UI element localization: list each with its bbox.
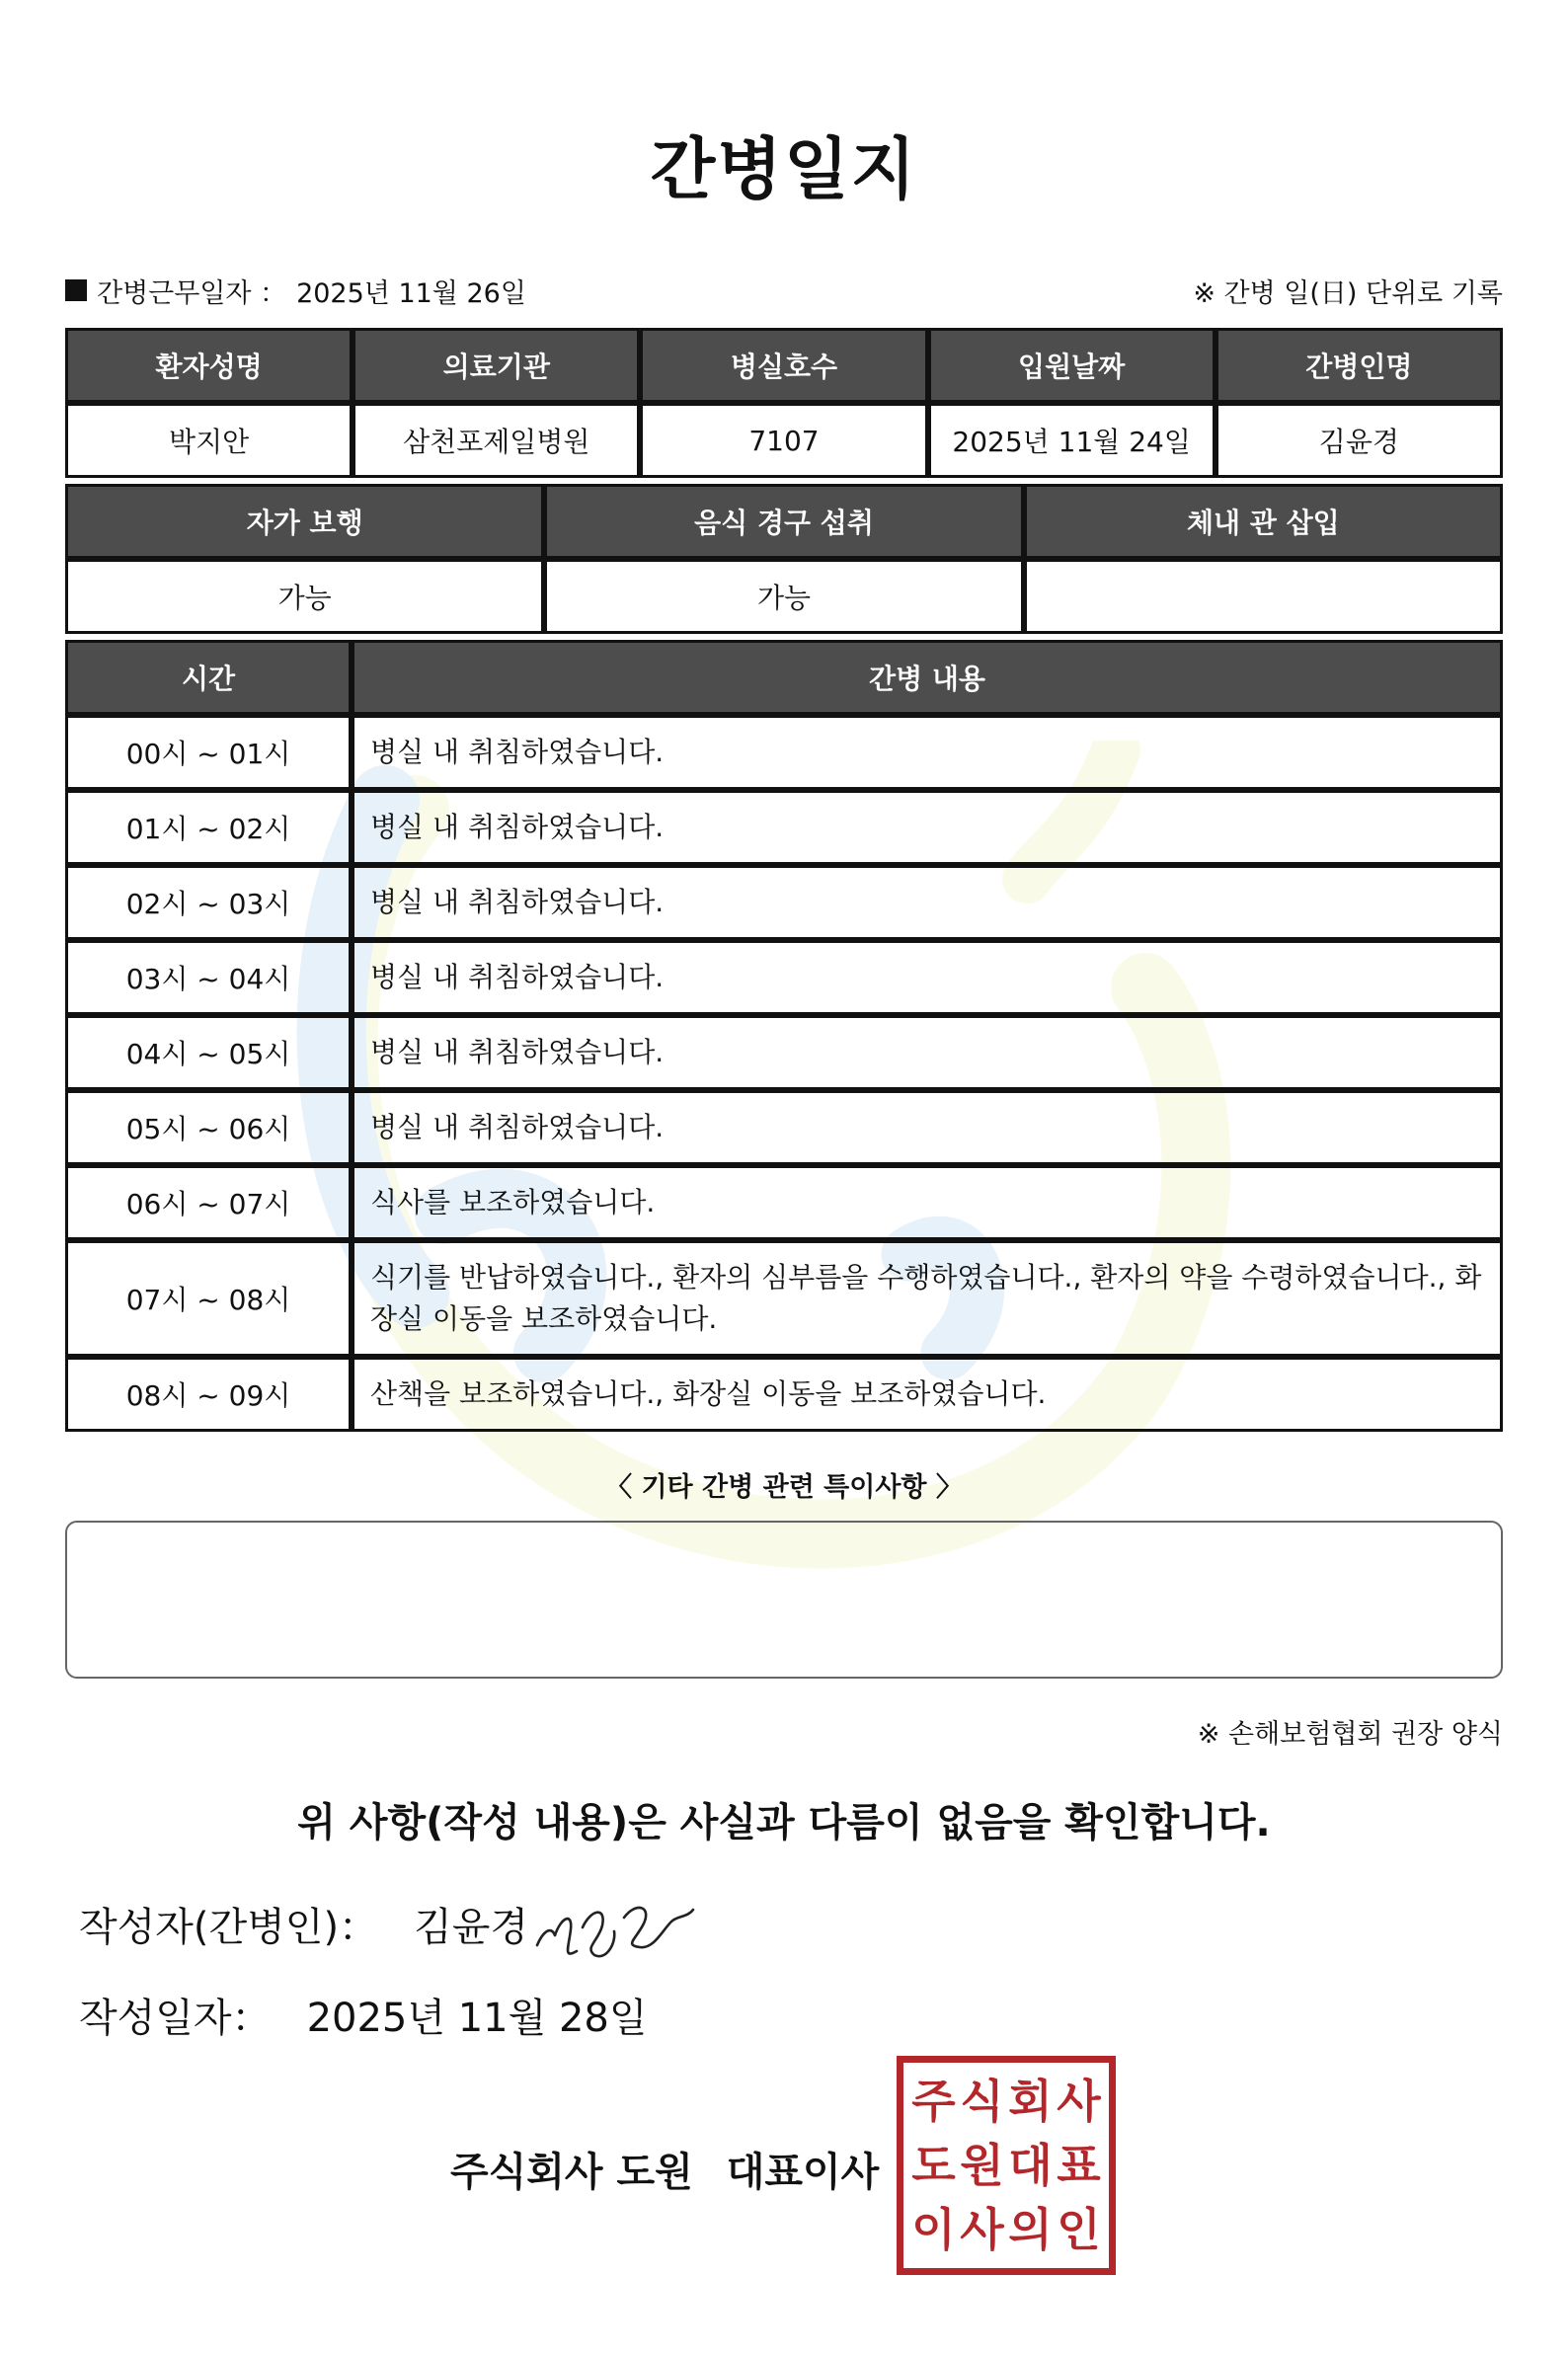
seal-character: 표 xyxy=(1057,2138,1101,2192)
document-title: 간병일지 xyxy=(650,131,918,209)
date-label: 작성일자： xyxy=(79,1996,272,2041)
patient-status-table xyxy=(65,484,1503,634)
header-caregiver-name: 간병인명 xyxy=(1215,328,1503,403)
table-row xyxy=(65,715,1503,790)
header-patient-name: 환자성명 xyxy=(65,328,353,403)
patient-info-table xyxy=(65,328,1503,478)
log-content: 병실 내 취침하였습니다. xyxy=(352,940,1503,1015)
seal-character: 원 xyxy=(960,2138,1004,2192)
square-bullet-icon xyxy=(65,279,87,301)
tube-insertion-value xyxy=(1024,559,1503,634)
log-content: 식사를 보조하였습니다. xyxy=(352,1165,1503,1240)
self-walking-value: 가능 xyxy=(65,559,544,634)
log-time: 00시 ~ 01시 xyxy=(65,715,352,790)
seal-character: 사 xyxy=(1057,2074,1101,2128)
recommendation-note: ※ 손해보험협회 권장 양식 xyxy=(1197,1719,1503,1750)
patient-name: 박지안 xyxy=(65,403,353,478)
log-content: 병실 내 취침하였습니다. xyxy=(352,1090,1503,1165)
log-content: 병실 내 취침하였습니다. xyxy=(352,1015,1503,1090)
room-number: 7107 xyxy=(640,403,927,478)
seal-character: 대 xyxy=(1008,2138,1053,2192)
work-date-value: 2025년 11월 26일 xyxy=(296,277,526,309)
table-header-row xyxy=(65,484,1503,559)
oral-intake-value: 가능 xyxy=(544,559,1023,634)
table-row xyxy=(65,790,1503,865)
work-date-label: 간병근무일자 ： xyxy=(97,277,287,309)
company-name: 주식회사 도원 xyxy=(450,2150,693,2195)
seal-character: 식 xyxy=(960,2074,1004,2128)
header-hospital: 의료기관 xyxy=(353,328,640,403)
writer-label: 작성자(간병인)： xyxy=(79,1905,379,1950)
notes-title: 〈 기타 간병 관련 특이사항 〉 xyxy=(605,1472,963,1503)
seal-character: 도 xyxy=(911,2138,956,2192)
writer-name: 김윤경 xyxy=(414,1905,528,1950)
date-row xyxy=(79,1987,648,2043)
company-role: 대표이사 xyxy=(726,2150,880,2195)
header-care-content: 간병 내용 xyxy=(352,640,1503,715)
care-log-table xyxy=(65,640,1503,1432)
table-row xyxy=(65,865,1503,940)
confirmation-statement: 위 사항(작성 내용)은 사실과 다름이 없음을 확인합니다. xyxy=(297,1800,1271,1845)
header-time: 시간 xyxy=(65,640,352,715)
seal-character: 회 xyxy=(1008,2074,1053,2128)
meta-row xyxy=(65,271,1503,310)
table-row xyxy=(65,1240,1503,1357)
header-tube-insertion: 체내 관 삽입 xyxy=(1024,484,1503,559)
table-header-row xyxy=(65,328,1503,403)
log-time: 05시 ~ 06시 xyxy=(65,1090,352,1165)
table-row xyxy=(65,403,1503,478)
log-time: 01시 ~ 02시 xyxy=(65,790,352,865)
seal-character: 주 xyxy=(911,2074,956,2128)
table-row xyxy=(65,1015,1503,1090)
log-time: 06시 ~ 07시 xyxy=(65,1165,352,1240)
header-room-number: 병실호수 xyxy=(640,328,927,403)
log-content: 병실 내 취침하였습니다. xyxy=(352,715,1503,790)
log-time: 08시 ~ 09시 xyxy=(65,1357,352,1432)
company-seal xyxy=(897,2056,1116,2275)
table-row xyxy=(65,1357,1503,1432)
header-admission-date: 입원날짜 xyxy=(928,328,1215,403)
seal-character: 인 xyxy=(1057,2203,1101,2257)
handwritten-signature xyxy=(533,1888,701,1967)
log-content: 식기를 반납하였습니다., 환자의 심부름을 수행하였습니다., 환자의 약을 수령하였습니다., 화장실 이동을 보조하였습니다. xyxy=(352,1240,1503,1357)
header-self-walking: 자가 보행 xyxy=(65,484,544,559)
log-time: 03시 ~ 04시 xyxy=(65,940,352,1015)
header-oral-intake: 음식 경구 섭취 xyxy=(544,484,1023,559)
table-row xyxy=(65,1090,1503,1165)
log-time: 02시 ~ 03시 xyxy=(65,865,352,940)
log-content: 산책을 보조하였습니다., 화장실 이동을 보조하였습니다. xyxy=(352,1357,1503,1432)
table-header-row xyxy=(65,640,1503,715)
seal-character: 사 xyxy=(960,2203,1004,2257)
company-signature-line xyxy=(450,2141,879,2197)
log-time: 07시 ~ 08시 xyxy=(65,1240,352,1357)
table-row xyxy=(65,1165,1503,1240)
work-date-group xyxy=(65,272,526,310)
hospital-name: 삼천포제일병원 xyxy=(353,403,640,478)
seal-characters xyxy=(909,2069,1103,2262)
table-row xyxy=(65,559,1503,634)
log-content: 병실 내 취침하였습니다. xyxy=(352,790,1503,865)
log-content: 병실 내 취침하였습니다. xyxy=(352,865,1503,940)
seal-character: 의 xyxy=(1008,2203,1053,2257)
admission-date: 2025년 11월 24일 xyxy=(928,403,1215,478)
log-time: 04시 ~ 05시 xyxy=(65,1015,352,1090)
writer-row xyxy=(79,1896,528,1952)
caregiver-name: 김윤경 xyxy=(1215,403,1503,478)
table-row xyxy=(65,940,1503,1015)
notes-box xyxy=(65,1521,1503,1679)
date-value: 2025년 11월 28일 xyxy=(306,1996,648,2041)
seal-character: 이 xyxy=(911,2203,956,2257)
unit-note: ※ 간병 일(日) 단위로 기록 xyxy=(1193,277,1503,309)
